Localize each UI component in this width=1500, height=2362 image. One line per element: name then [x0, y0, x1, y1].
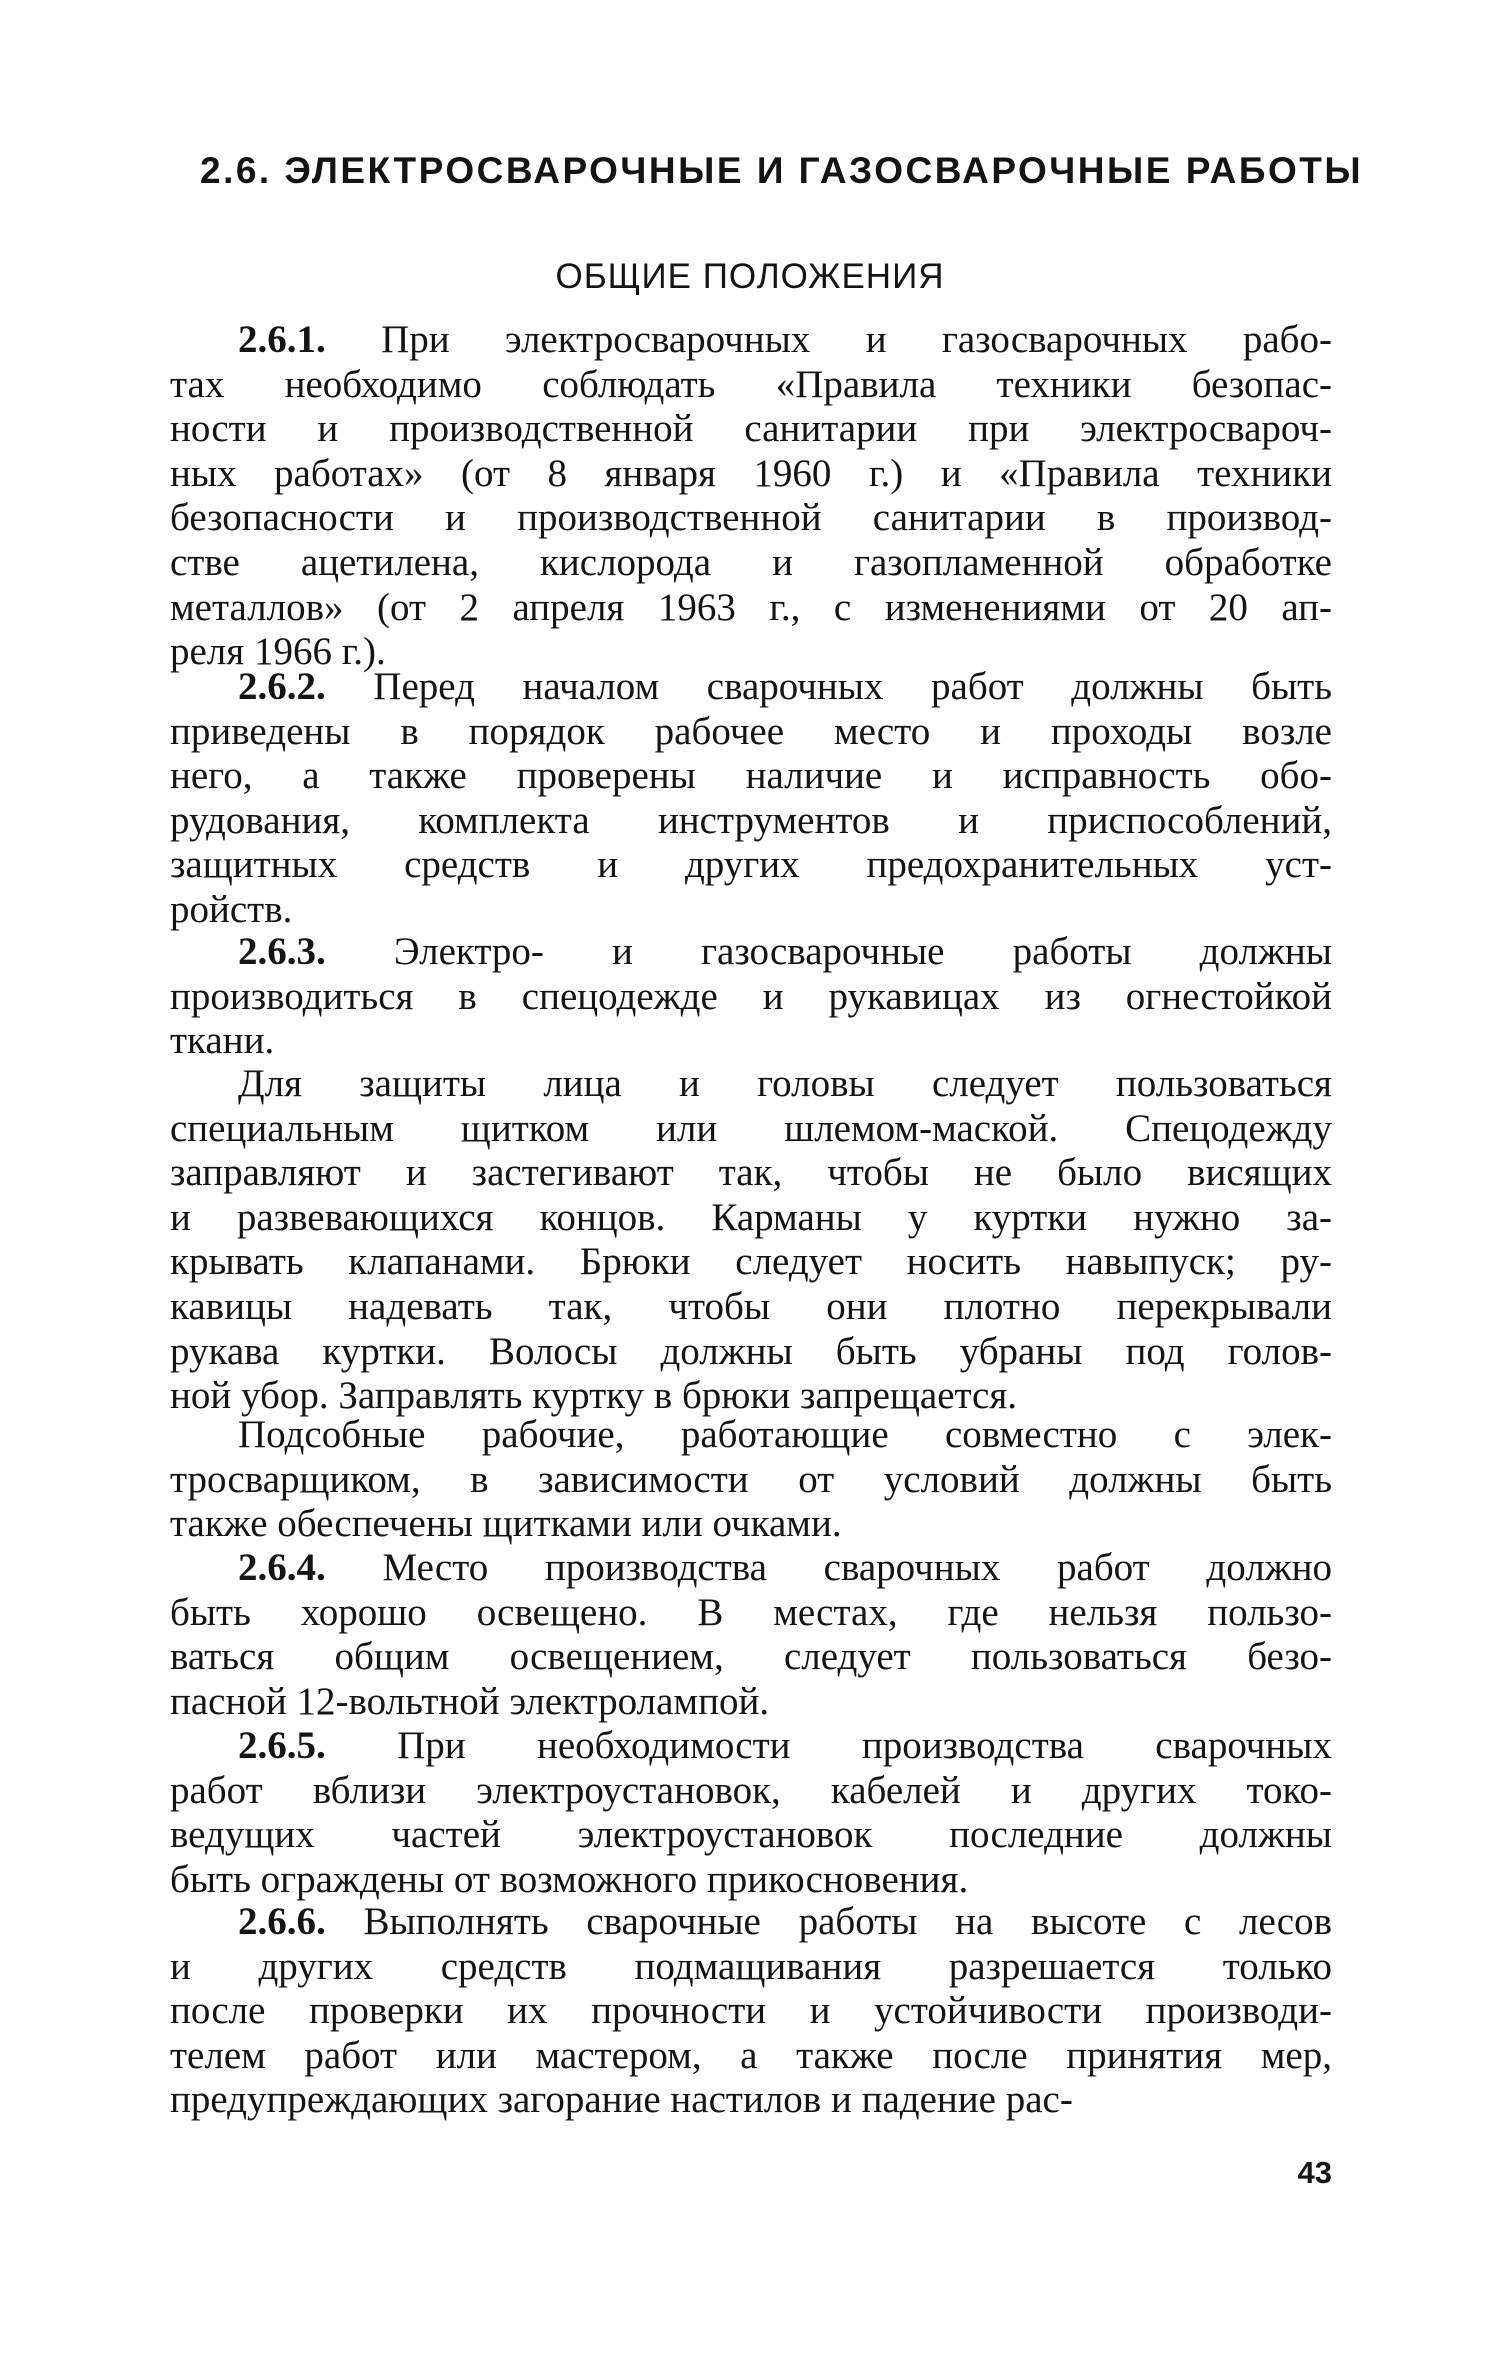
text-line — [170, 452, 1332, 497]
text-line — [170, 1019, 1332, 1064]
line-text: защитных средств и других предохранительных уст- — [170, 843, 1332, 887]
text-line — [170, 541, 1332, 586]
text-line — [170, 1458, 1332, 1503]
line-text: При необходимости производства сварочных — [397, 1724, 1332, 1767]
line-text: При электросварочных и газосварочных рабо- — [381, 318, 1332, 361]
text-line — [170, 1240, 1332, 1285]
text-line — [170, 318, 1332, 363]
clause-number: 2.6.3. — [238, 930, 326, 973]
text-line — [170, 407, 1332, 452]
line-text: тросварщиком, в зависимости от условий должны быть — [170, 1457, 1332, 1501]
text-line — [170, 1330, 1332, 1375]
line-text: после проверки их прочности и устойчивости производи- — [170, 1989, 1332, 2033]
line-text: реля 1966 г.). — [170, 630, 386, 674]
paragraph — [170, 665, 1332, 933]
text-line — [170, 1635, 1332, 1680]
line-text: Выполнять сварочные работы на высоте с лесов — [363, 1900, 1333, 1943]
text-line — [170, 2078, 1332, 2123]
line-text: производиться в спецодежде и рукавицах из огнестойкой — [170, 974, 1332, 1018]
text-line — [170, 496, 1332, 541]
text-line — [170, 1546, 1332, 1591]
line-text: и развевающихся концов. Карманы у куртки нужно за- — [170, 1195, 1332, 1239]
line-text: него, а также проверены наличие и исправность обо- — [170, 754, 1332, 798]
text-line — [170, 1989, 1332, 2034]
clause-number: 2.6.1. — [238, 318, 326, 361]
text-line — [170, 710, 1332, 755]
paragraph — [170, 318, 1332, 675]
text-line — [170, 843, 1332, 888]
line-text: кавицы надевать так, чтобы они плотно перекрывали — [170, 1284, 1332, 1328]
text-line — [170, 586, 1332, 631]
text-line — [170, 1858, 1332, 1903]
line-text: крывать клапанами. Брюки следует носить навыпуск; ру- — [170, 1240, 1332, 1284]
text-line — [170, 1151, 1332, 1196]
line-text: безопасности и производственной санитарии в производ- — [170, 496, 1332, 540]
text-line — [170, 930, 1332, 975]
paragraph — [170, 1062, 1332, 1419]
text-line — [170, 799, 1332, 844]
text-line — [170, 1285, 1332, 1330]
paragraph — [170, 1546, 1332, 1724]
text-line — [170, 1502, 1332, 1547]
text-line — [170, 665, 1332, 710]
clause-number: 2.6.5. — [238, 1724, 326, 1767]
line-text: быть хорошо освещено. В местах, где нельзя пользо- — [170, 1590, 1332, 1634]
line-text: металлов» (от 2 апреля 1963 г., с изменениями от 20 ап- — [170, 585, 1332, 629]
line-text: ведущих частей электроустановок последние должны — [170, 1813, 1332, 1857]
subsection-title: ОБЩИЕ ПОЛОЖЕНИЯ — [555, 257, 945, 296]
line-text: рукава куртки. Волосы должны быть убраны под голов- — [170, 1329, 1332, 1373]
text-line — [170, 2034, 1332, 2079]
text-line — [170, 1900, 1332, 1945]
clause-number: 2.6.2. — [238, 665, 326, 708]
text-line — [170, 754, 1332, 799]
clause-number: 2.6.4. — [238, 1546, 326, 1589]
line-text: специальным щитком или шлемом-маской. Спецодежду — [170, 1106, 1332, 1150]
text-line — [170, 1413, 1332, 1458]
text-line — [170, 1680, 1332, 1725]
line-text: Перед началом сварочных работ должны быть — [373, 665, 1332, 708]
line-text: заправляют и застегивают так, чтобы не было висящих — [170, 1151, 1332, 1195]
line-text: Для защиты лица и головы следует пользоваться — [238, 1062, 1332, 1105]
line-text: ных работах» (от 8 января 1960 г.) и «Правила техники — [170, 451, 1332, 495]
paragraph — [170, 1900, 1332, 2123]
line-text: Место производства сварочных работ должно — [382, 1546, 1333, 1589]
line-text: быть ограждены от возможного прикосновения. — [170, 1857, 969, 1901]
line-text: Электро- и газосварочные работы должны — [393, 930, 1332, 973]
text-line — [170, 1196, 1332, 1241]
line-text: телем работ или мастером, а также после принятия мер, — [170, 2033, 1332, 2077]
text-line — [170, 1769, 1332, 1814]
line-text: предупреждающих загорание настилов и падение рас- — [170, 2078, 1073, 2122]
paragraph — [170, 1724, 1332, 1902]
clause-number: 2.6.6. — [238, 1900, 326, 1943]
line-text: работ вблизи электроустановок, кабелей и других токо- — [170, 1768, 1332, 1812]
text-line — [170, 975, 1332, 1020]
text-line — [170, 888, 1332, 933]
text-line — [170, 1107, 1332, 1152]
paragraph — [170, 1413, 1332, 1547]
line-text: рудования, комплекта инструментов и приспособлений, — [170, 798, 1332, 842]
text-line — [170, 363, 1332, 408]
line-text: ности и производственной санитарии при электросвароч- — [170, 407, 1332, 451]
line-text: пасной 12-вольтной электролампой. — [170, 1679, 770, 1723]
line-text: ваться общим освещением, следует пользоваться безо- — [170, 1635, 1332, 1679]
line-text: стве ацетилена, кислорода и газопламенной обработке — [170, 540, 1332, 584]
text-line — [170, 1591, 1332, 1636]
page-number: 43 — [1297, 2155, 1332, 2190]
line-text: ной убор. Заправлять куртку в брюки запрещается. — [170, 1374, 1018, 1418]
line-text: приведены в порядок рабочее место и проходы возле — [170, 709, 1332, 753]
line-text: ройств. — [170, 887, 293, 931]
line-text: ткани. — [170, 1019, 275, 1063]
line-text: Подсобные рабочие, работающие совместно с элек- — [238, 1413, 1332, 1456]
text-line — [170, 1813, 1332, 1858]
line-text: также обеспечены щитками или очками. — [170, 1502, 842, 1546]
line-text: и других средств подмащивания разрешается только — [170, 1944, 1332, 1988]
text-line — [170, 1724, 1332, 1769]
text-line — [170, 1062, 1332, 1107]
text-line — [170, 1945, 1332, 1990]
line-text: тах необходимо соблюдать «Правила техники безопас- — [170, 362, 1332, 406]
paragraph — [170, 930, 1332, 1064]
section-title: 2.6. ЭЛЕКТРОСВАРОЧНЫЕ И ГАЗОСВАРОЧНЫЕ РАБОТЫ — [200, 150, 1364, 191]
